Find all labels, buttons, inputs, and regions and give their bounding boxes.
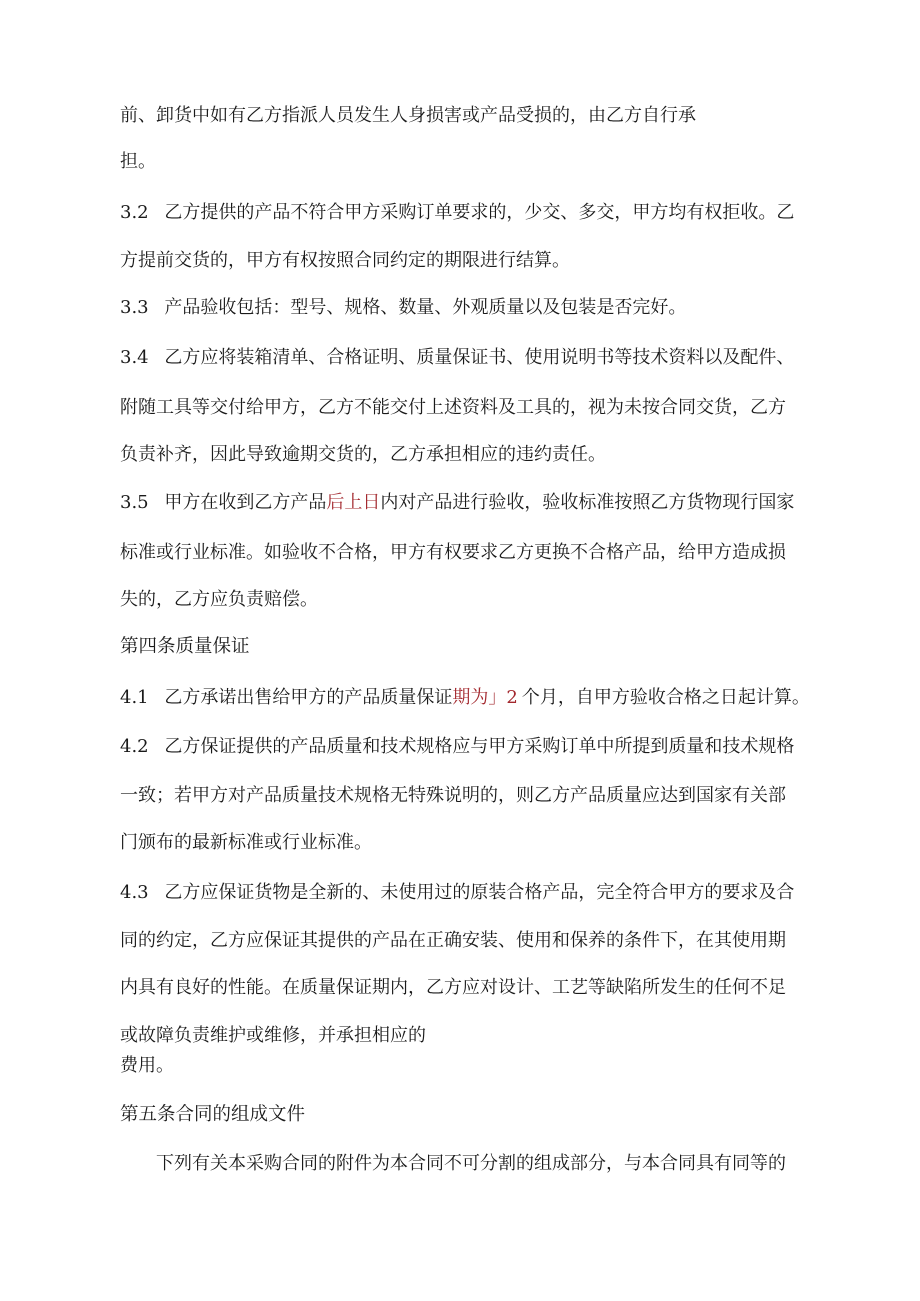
- clause-3-4-line-2: 附随工具等交付给甲方，乙方不能交付上述资料及工具的，视为未按合同交货，乙方: [120, 397, 786, 418]
- continuation-line-2: 担。: [120, 151, 156, 172]
- clause-text: 乙方保证提供的产品质量和技术规格应与甲方采购订单中所提到质量和技术规格: [164, 736, 795, 757]
- clause-text: 乙方承诺出售给甲方的产品质量保证: [164, 687, 453, 708]
- clause-number: 3.5: [120, 492, 149, 513]
- clause-number: 4.1: [120, 687, 149, 708]
- clause-number: 4.2: [120, 736, 149, 757]
- clause-number: 3.2: [120, 202, 149, 223]
- clause-4-2-line-2: 一致；若甲方对产品质量技术规格无特殊说明的，则乙方产品质量应达到国家有关部: [120, 785, 786, 806]
- clause-3-2-line-2: 方提前交货的，甲方有权按照合同约定的期限进行结算。: [120, 250, 570, 271]
- clause-number: 3.4: [120, 347, 149, 368]
- clause-4-2-line-3: 门颁布的最新标准或行业标准。: [120, 832, 372, 853]
- clause-text: 乙方提供的产品不符合甲方采购订单要求的，少交、多交，甲方均有权拒收。乙: [164, 202, 795, 223]
- clause-text: 个月，自甲方验收合格之日起计算。: [521, 687, 810, 708]
- clause-text: 乙方应将装箱清单、合格证明、质量保证书、使用说明书等技术资料以及配件、: [164, 347, 795, 368]
- highlighted-text: 期为」2: [452, 687, 518, 708]
- clause-4-1-line-1: [120, 686, 810, 710]
- clause-3-2-line-1: [120, 201, 794, 225]
- clause-3-5-line-3: 失的，乙方应负责赔偿。: [120, 589, 318, 610]
- clause-3-4-line-1: [120, 346, 794, 370]
- clause-text: 甲方在收到乙方产品: [164, 492, 327, 513]
- clause-3-5-line-1: [120, 491, 794, 515]
- clause-4-3-line-2: 同的约定，乙方应保证其提供的产品在正确安装、使用和保养的条件下，在其使用期: [120, 930, 786, 951]
- clause-4-3-line-5: 费用。: [120, 1055, 174, 1076]
- clause-3-5-line-2: 标准或行业标准。如验收不合格，甲方有权要求乙方更换不合格产品，给甲方造成损: [120, 542, 786, 563]
- clause-text: 内对产品进行验收，验收标准按照乙方货物现行国家: [380, 492, 795, 513]
- highlighted-text: 后上日: [326, 492, 381, 513]
- section-4-title: 第四条质量保证: [120, 636, 250, 657]
- clause-text: 乙方应保证货物是全新的、未使用过的原装合格产品，完全符合甲方的要求及合: [164, 882, 795, 903]
- clause-3-3-line-1: [120, 296, 686, 320]
- clause-4-3-line-3: 内具有良好的性能。在质量保证期内，乙方应对设计、工艺等缺陷所发生的任何不足: [120, 977, 786, 998]
- clause-4-2-line-1: [120, 735, 794, 759]
- clause-number: 4.3: [120, 882, 149, 903]
- clause-4-3-line-4: 或故障负责维护或维修，并承担相应的: [120, 1025, 426, 1046]
- clause-text: 产品验收包括：型号、规格、数量、外观质量以及包装是否完好。: [164, 297, 687, 318]
- continuation-line-1: 前、卸货中如有乙方指派人员发生人身损害或产品受损的，由乙方自行承: [120, 105, 696, 126]
- section-5-title: 第五条合同的组成文件: [120, 1104, 306, 1125]
- clause-4-3-line-1: [120, 881, 794, 905]
- clause-number: 3.3: [120, 297, 149, 318]
- clause-3-4-line-3: 负责补齐，因此导致逾期交货的，乙方承担相应的违约责任。: [120, 444, 606, 465]
- section-5-intro: 下列有关本采购合同的附件为本合同不可分割的组成部分，与本合同具有同等的: [156, 1153, 786, 1174]
